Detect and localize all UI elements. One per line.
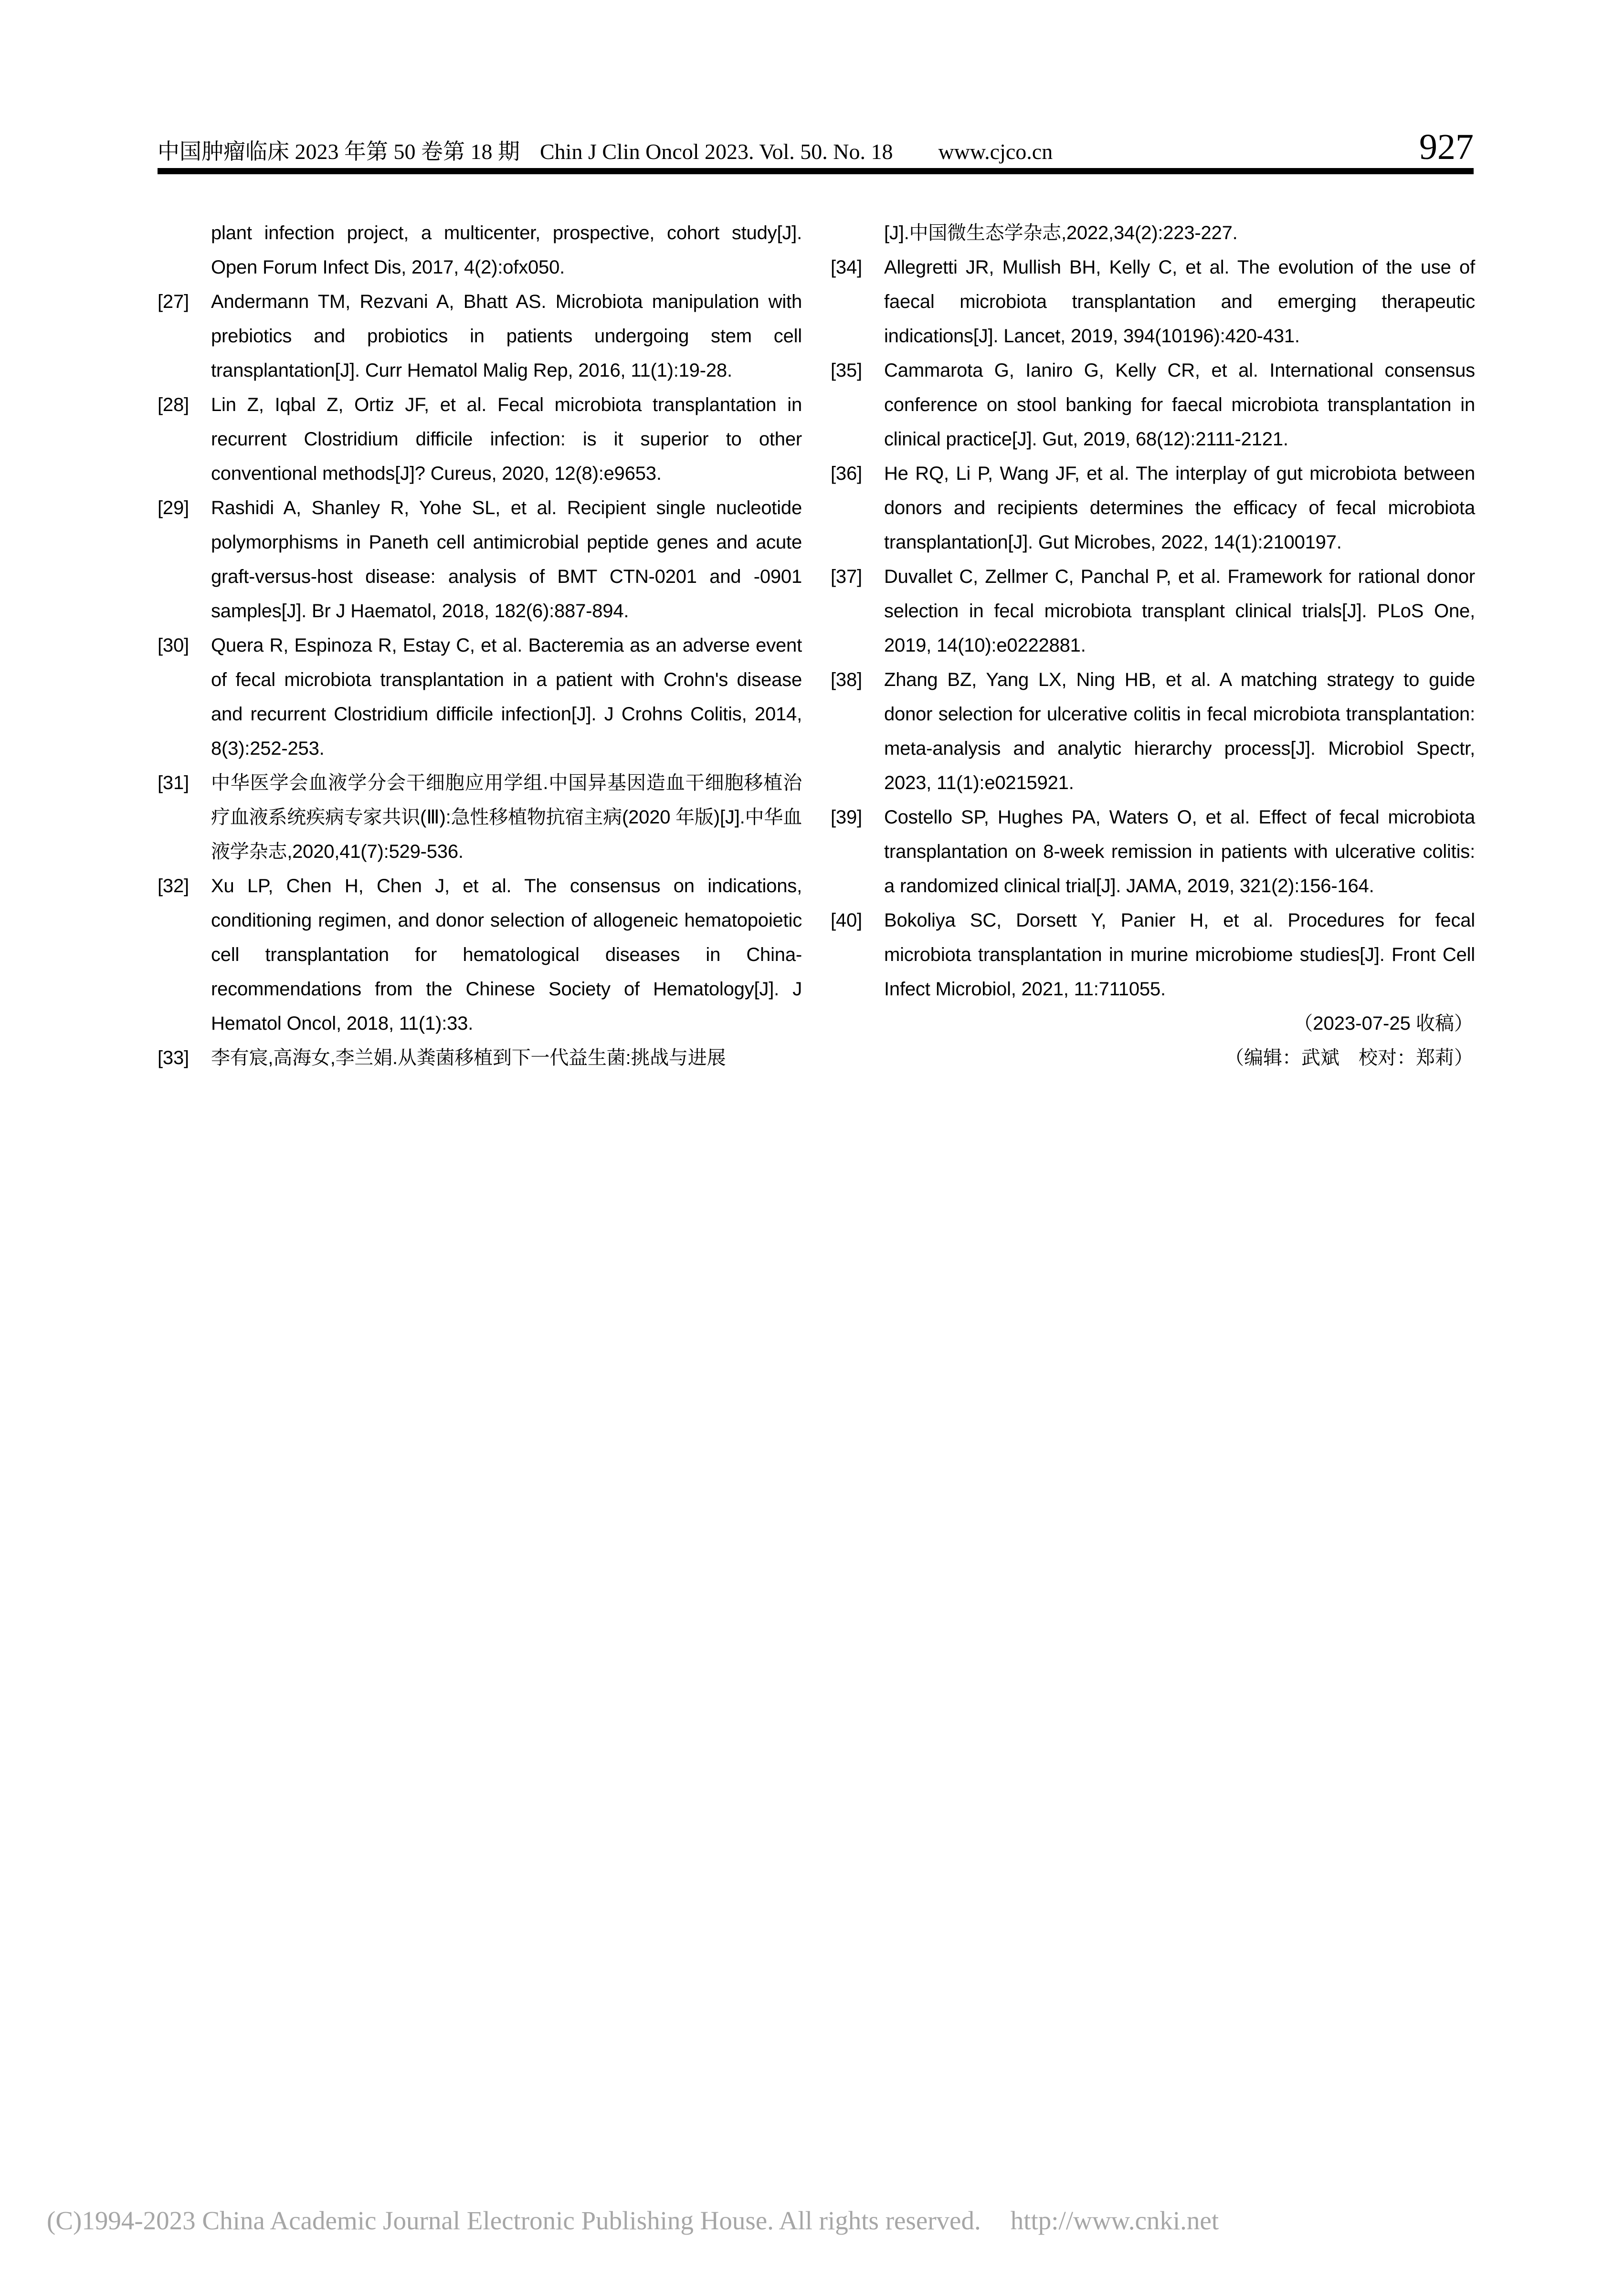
reference-number: [29]	[158, 497, 189, 518]
reference-item	[831, 250, 1475, 353]
references-section	[158, 216, 1475, 1075]
reference-item	[158, 1041, 802, 1075]
reference-number: [27]	[158, 291, 189, 312]
reference-list-right	[831, 216, 1475, 1006]
reference-text: Bokoliya SC, Dorsett Y, Panier H, et al. Procedures for fecal microbiota transplantation in murine microbiome studies[J]. Front Cell Infect Microbiol, 2021, 11:711055.	[884, 910, 1475, 1000]
reference-text: Allegretti JR, Mullish BH, Kelly C, et al. The evolution of the use of faecal microbiota transplantation and emerging therapeutic indications[J]. Lancet, 2019, 394(10196):420-431.	[884, 257, 1475, 347]
footer-url: http://www.cnki.net	[1010, 2206, 1219, 2235]
page-header	[158, 129, 1474, 165]
copyright-text: (C)1994-2023 China Academic Journal Electronic Publishing House. All rights reserved.	[47, 2206, 981, 2235]
reference-text: Andermann TM, Rezvani A, Bhatt AS. Microbiota manipulation with prebiotics and probiotics in patients undergoing stem cell transplantation[J]. Curr Hematol Malig Rep, 2016, 11(1):19-28.	[211, 291, 802, 381]
reference-text: plant infection project, a multicenter, prospective, cohort study[J]. Open Forum Infect Dis, 2017, 4(2):ofx050.	[211, 222, 802, 278]
reference-item	[831, 800, 1475, 903]
reference-text: Quera R, Espinoza R, Estay C, et al. Bacteremia as an adverse event of fecal microbiota transplantation in a patient with Crohn's disease and recurrent Clostridium difficile infection[J]. J Crohns Colitis, 2014, 8(3):252-253.	[211, 635, 802, 759]
journal-title-cn: 中国肿瘤临床 2023 年第 50 卷第 18 期	[158, 139, 520, 164]
reference-text: He RQ, Li P, Wang JF, et al. The interplay of gut microbiota between donors and recipients determines the efficacy of fecal microbiota transplantation[J]. Gut Microbes, 2022, 14(1):2100197.	[884, 463, 1475, 553]
reference-item	[158, 388, 802, 491]
reference-number: [33]	[158, 1047, 189, 1068]
journal-info	[158, 138, 1053, 165]
received-date-note: （2023-07-25 收稿）	[1294, 1013, 1473, 1034]
reference-number: [34]	[831, 257, 862, 278]
reference-number: [35]	[831, 360, 862, 381]
references-column-right	[831, 216, 1475, 1075]
reference-item	[158, 628, 802, 766]
reference-item	[158, 216, 802, 285]
reference-number: [28]	[158, 394, 189, 415]
reference-item	[158, 869, 802, 1041]
header-divider-rule	[158, 168, 1474, 174]
page-footer	[47, 2202, 1219, 2240]
reference-number: [32]	[158, 875, 189, 896]
reference-number: [40]	[831, 910, 862, 931]
reference-item	[158, 766, 802, 869]
reference-text: 李有宸,高海女,李兰娟.从粪菌移植到下一代益生菌:挑战与进展	[211, 1047, 726, 1068]
reference-number: [31]	[158, 772, 189, 793]
reference-text: Costello SP, Hughes PA, Waters O, et al. Effect of fecal microbiota transplantation on 8-week remission in patients with ulcerative colitis: a randomized clinical trial[J]. JAMA, 2019, 321(2):156-164.	[884, 807, 1475, 896]
reference-item	[831, 663, 1475, 800]
reference-number: [38]	[831, 669, 862, 690]
page-number: 927	[1419, 127, 1474, 167]
reference-text: Xu LP, Chen H, Chen J, et al. The consensus on indications, conditioning regimen, and donor selection of allogeneic hematopoietic cell transplantation for hematological diseases in China-recommendations from the Chinese Society of Hematology[J]. J Hematol Oncol, 2018, 11(1):33.	[211, 875, 802, 1034]
reference-text: Cammarota G, Ianiro G, Kelly CR, et al. International consensus conference on stool banking for faecal microbiota transplantation in clinical practice[J]. Gut, 2019, 68(12):2111-2121.	[884, 360, 1475, 450]
journal-website: www.cjco.cn	[938, 139, 1053, 164]
reference-text: Lin Z, Iqbal Z, Ortiz JF, et al. Fecal microbiota transplantation in recurrent Clostridium difficile infection: is it superior to other conventional methods[J]? Cureus, 2020, 12(8):e9653.	[211, 394, 802, 484]
reference-number: [30]	[158, 635, 189, 656]
reference-text: Duvallet C, Zellmer C, Panchal P, et al. Framework for rational donor selection in fecal microbiota transplant clinical trials[J]. PLoS One, 2019, 14(10):e0222881.	[884, 566, 1475, 656]
reference-number: [36]	[831, 463, 862, 484]
reference-list-left	[158, 216, 802, 1075]
reference-item	[831, 903, 1475, 1006]
reference-text: [J].中国微生态学杂志,2022,34(2):223-227.	[884, 222, 1238, 243]
reference-item	[158, 491, 802, 628]
journal-title-en: Chin J Clin Oncol 2023. Vol. 50. No. 18	[540, 139, 893, 164]
editors-note: （编辑：武斌 校对：郑莉）	[1225, 1047, 1473, 1068]
reference-text: Rashidi A, Shanley R, Yohe SL, et al. Recipient single nucleotide polymorphisms in Paneth cell antimicrobial peptide genes and acute graft-versus-host disease: analysis of BMT CTN-0201 and -0901 samples[J]. Br J Haematol, 2018, 182(6):887-894.	[211, 497, 802, 622]
reference-item	[831, 559, 1475, 663]
references-column-left	[158, 216, 802, 1075]
reference-item	[831, 456, 1475, 559]
reference-item	[158, 285, 802, 388]
reference-text: 中华医学会血液学分会干细胞应用学组.中国异基因造血干细胞移植治疗血液系统疾病专家共识(Ⅲ):急性移植物抗宿主病(2020 年版)[J].中华血液学杂志,2020,41(7):529-536.	[211, 772, 802, 862]
reference-number: [37]	[831, 566, 862, 587]
reference-number: [39]	[831, 807, 862, 828]
reference-item	[831, 216, 1475, 250]
reference-item	[831, 353, 1475, 456]
reference-text: Zhang BZ, Yang LX, Ning HB, et al. A matching strategy to guide donor selection for ulcerative colitis in fecal microbiota transplantation: meta-analysis and analytic hierarchy process[J]. Microbiol Spectr, 2023, 11(1):e0215921.	[884, 669, 1475, 793]
